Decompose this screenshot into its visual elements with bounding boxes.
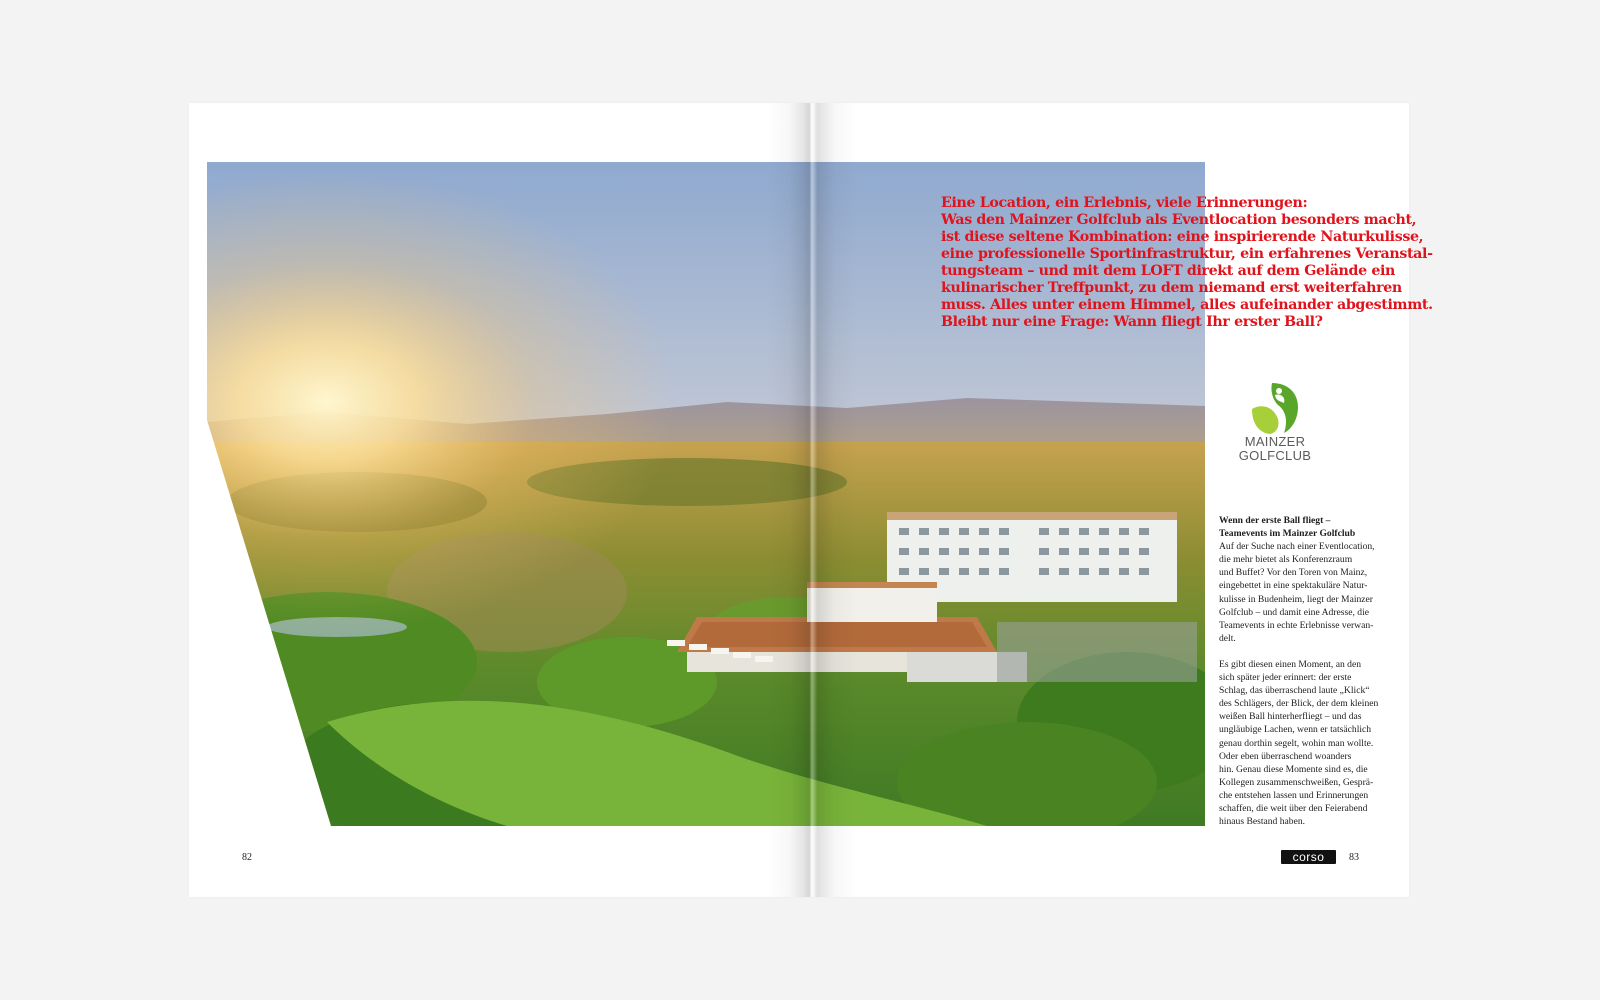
article-text-line: ungläubige Lachen, wenn er tatsächlich (1219, 724, 1372, 736)
corso-magazine-logo: corso (1281, 850, 1336, 864)
article-text-line: und Buffet? Vor den Toren von Mainz, (1219, 567, 1368, 579)
article-text-line: che entstehen lassen und Erinnerungen (1219, 789, 1369, 801)
article-text-line: delt. (1219, 632, 1236, 644)
article-text-line: Oder eben überraschend woanders (1219, 750, 1352, 762)
article-text-line: hinaus Bestand haben. (1219, 816, 1306, 828)
headline (941, 195, 1433, 331)
headline-line: kulinarischer Treffpunkt, zu dem niemand erst weiterfahren (941, 280, 1402, 296)
page-number-left: 82 (242, 852, 252, 863)
mainzer-golfclub-logo (1225, 381, 1325, 481)
article-text-line: des Schlägers, der Blick, der dem kleinen (1219, 698, 1379, 710)
headline-line: Eine Location, ein Erlebnis, viele Erinnerungen: (941, 195, 1308, 211)
page-number-right: 83 (1349, 852, 1359, 863)
article-text-line: eingebettet in eine spektakuläre Natur- (1219, 580, 1368, 592)
article-text-line: weißen Ball hinterherfliegt – und das (1219, 711, 1362, 723)
headline-line: Bleibt nur eine Frage: Wann fliegt Ihr erster Ball? (941, 314, 1323, 330)
magazine-spread (189, 103, 1433, 897)
headline-line: ist diese seltene Kombination: eine inspirierende Naturkulisse, (941, 229, 1424, 245)
headline-line: tungsteam – und mit dem LOFT direkt auf dem Gelände ein (941, 263, 1396, 279)
article-text-line: hin. Genau diese Momente sind es, die (1219, 763, 1368, 775)
article-column (1219, 514, 1394, 828)
headline-line: muss. Alles unter einem Himmel, alles aufeinander abgestimmt. (941, 297, 1433, 313)
article-text-line: Golfclub – und damit eine Adresse, die (1219, 606, 1370, 618)
article-text-line: schaffen, die weit über den Feierabend (1219, 802, 1368, 814)
article-text-line: Schlag, das überraschend laute „Klick“ (1219, 685, 1370, 697)
article-text-line: die mehr bietet als Konferenzraum (1219, 554, 1353, 566)
article-text-line: genau dorthin segelt, wohin man wollte. (1219, 737, 1374, 749)
headline-line: eine professionelle Sportinfrastruktur, ein erfahrenes Veranstal- (941, 246, 1433, 262)
article-subheading: Teamevents im Mainzer Golfclub (1219, 528, 1356, 540)
article-text-line: Es gibt diesen einen Moment, an den (1219, 658, 1362, 670)
article-subheading: Wenn der erste Ball fliegt – (1219, 515, 1331, 526)
paragraph-gap (1219, 645, 1394, 658)
logo-text-line2: GOLFCLUB (1238, 448, 1312, 463)
article-text-line: sich später jeder erinnert: der erste (1219, 672, 1352, 684)
article-text-line: Teamevents in echte Erlebnisse verwan- (1219, 619, 1374, 631)
article-text-line: Auf der Suche nach einer Eventlocation, (1219, 541, 1375, 553)
article-text-line: Kollegen zusammenschweißen, Gesprä- (1219, 776, 1374, 788)
golfclub-leaf-logo-icon (1248, 381, 1302, 435)
headline-line: Was den Mainzer Golfclub als Eventlocation besonders macht, (941, 212, 1417, 228)
article-text-line: kulisse in Budenheim, liegt der Mainzer (1219, 593, 1373, 605)
logo-text-line1: MAINZER (1244, 434, 1306, 449)
